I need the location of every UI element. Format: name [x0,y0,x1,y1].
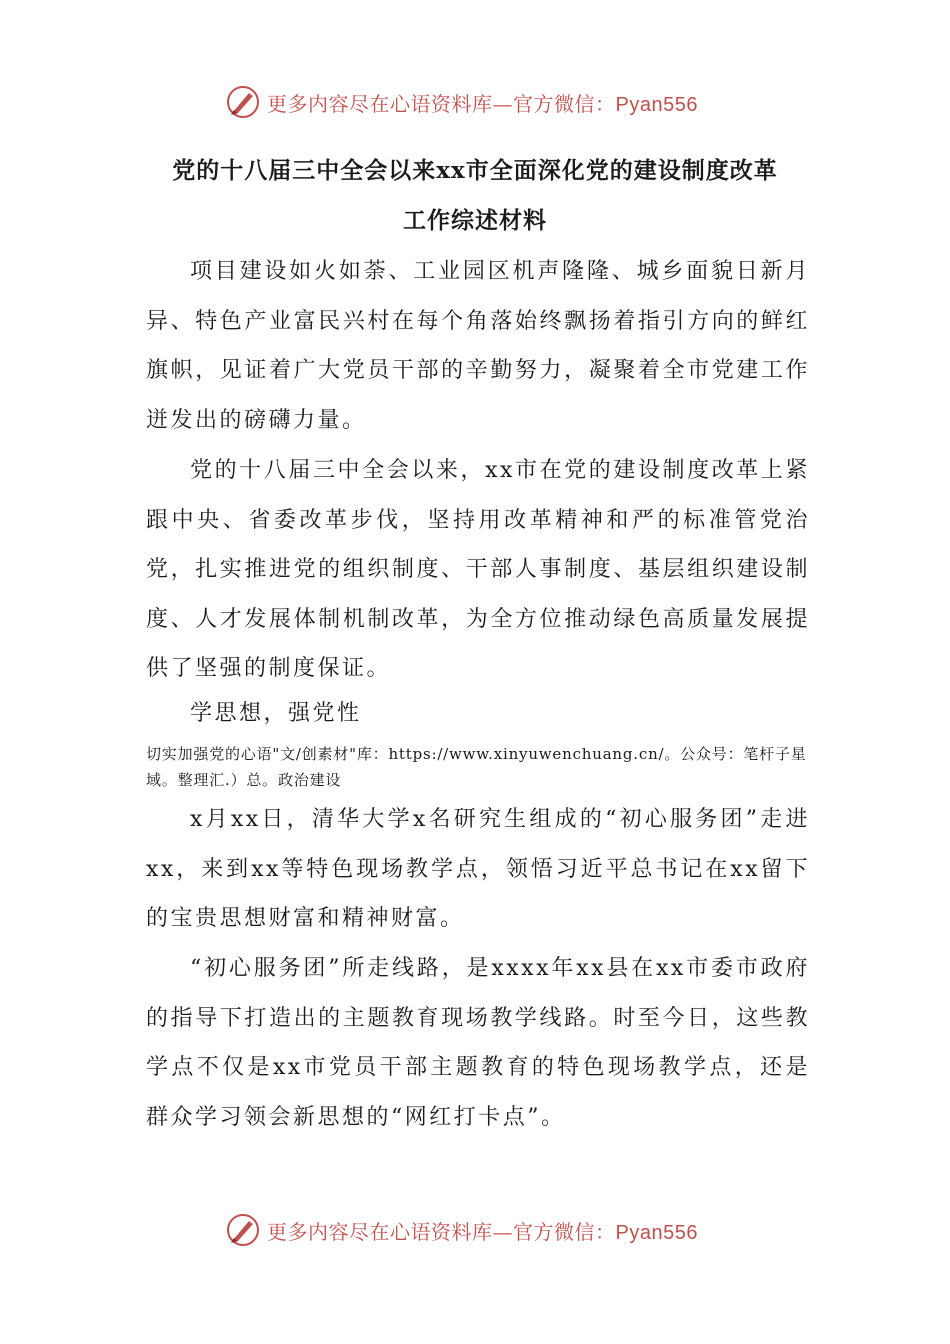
wechat-id: Pyan556 [615,1221,698,1244]
pen-logo-icon [225,1212,261,1248]
pen-logo-icon [225,84,261,120]
paragraph: x月xx日，清华大学x名研究生组成的“初心服务团”走进xx，来到xx等特色现场教学点，领悟习近平总书记在xx留下的宝贵思想财富和精神财富。 [146,807,810,931]
document-title-line2: 工作综述材料 [403,207,547,234]
footer-banner [225,1210,745,1250]
section-heading: 学思想，强党性 [190,701,362,726]
header-banner [225,82,745,122]
paragraph: 党的十八届三中全会以来，xx市在党的建设制度改革上紧跟中央、省委改革步伐，坚持用改革精神和严的标准管党治党，扎实推进党的组织制度、干部人事制度、基层组织建设制度、人才发展体制机制改革，为全方位推动绿色高质量发展提供了坚强的制度保证。 [146,458,810,681]
source-note: 切实加强党的心语"文/创素材"库：https://www.xinyuwenchuang.cn/。公众号：笔杆子星域。整理汇.）总。政治建设 [146,745,807,789]
banner-text: 更多内容尽在心语资料库—官方微信：Pyan556 [267,91,698,116]
paragraph: “初心服务团”所走线路，是xxxx年xx县在xx市委市政府的指导下打造出的主题教育现场教学线路。时至今日，这些教学点不仅是xx市党员干部主题教育的特色现场教学点，还是群众学习领会新思想的“网红打卡点”。 [146,956,810,1130]
banner-text: 更多内容尽在心语资料库—官方微信：Pyan556 [267,1219,698,1244]
wechat-id: Pyan556 [615,93,698,116]
paragraph: 项目建设如火如荼、工业园区机声隆隆、城乡面貌日新月异、特色产业富民兴村在每个角落始终飘扬着指引方向的鲜红旗帜，见证着广大党员干部的辛勤努力，凝聚着全市党建工作迸发出的磅礴力量。 [146,259,810,433]
document-title-line1: 党的十八届三中全会以来xx市全面深化党的建设制度改革 [172,157,778,184]
